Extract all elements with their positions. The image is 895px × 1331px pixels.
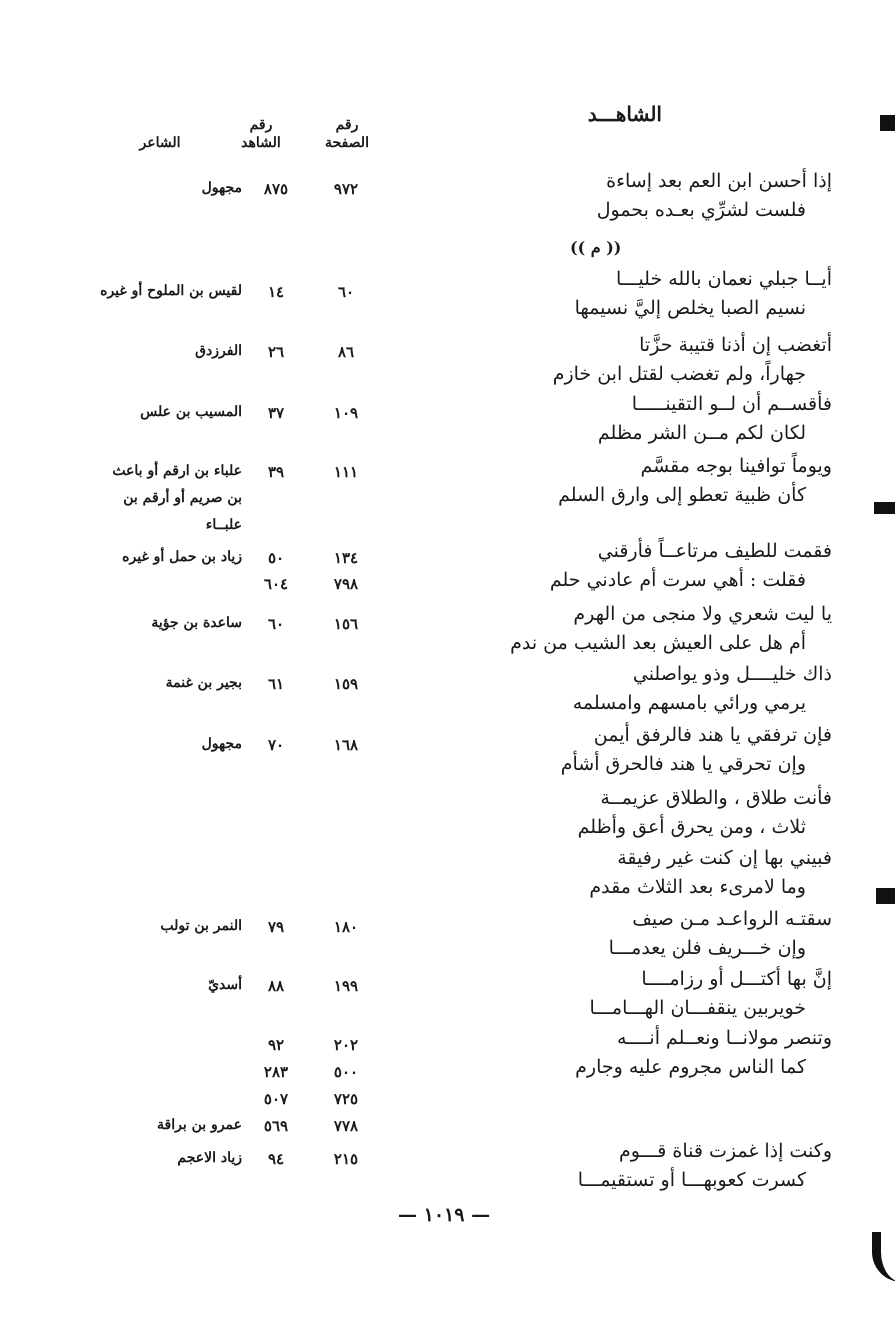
shahid-number-cell: ١٤ (267, 283, 285, 301)
verse-second-hemistich: أم هل على العيش بعد الشيب من ندم (510, 632, 806, 654)
poet-cell: عمرو بن براقة (157, 1117, 242, 1133)
column-title-shahid: الشاهـــد (587, 102, 662, 126)
header-shahid-line2: الشاهد (241, 135, 281, 151)
poet-cell: ساعدة بن جؤية (151, 615, 242, 631)
page-number-cell: ٧٢٥ (333, 1090, 359, 1108)
shahid-number-cell: ٧٩ (267, 918, 285, 936)
verse-second-hemistich: ثلاث ، ومن يحرق أعق وأظلم (577, 816, 806, 838)
page-number-cell: ١٠٩ (333, 404, 359, 422)
shahid-number-cell: ٩٤ (267, 1150, 285, 1168)
poet-cell: النمر بن تولب (160, 918, 242, 934)
shahid-number-cell: ٨٨ (267, 977, 285, 995)
shahid-number-cell: ٦٠ (267, 615, 285, 633)
shahid-number-cell: ٢٨٣ (263, 1063, 289, 1081)
poet-cell: الفرزدق (195, 343, 242, 359)
verse-second-hemistich: وما لامرىء بعد الثلاث مقدم (589, 876, 806, 898)
poet-cell: أسديّ (208, 977, 242, 993)
verse-first-hemistich: فبيني بها إن كنت غير رفيقة (617, 847, 832, 869)
page-number-cell: ٨٦ (337, 343, 355, 361)
verse-first-hemistich: أتغضب إن أذنا قتيبة حزَّتا (639, 334, 832, 356)
header-shahid-number (226, 116, 296, 152)
page-number-cell: ١٥٩ (333, 675, 359, 693)
poet-cell: بجير بن غنمة (165, 675, 242, 691)
verse-second-hemistich: وإن خـــريف فلن يعدمـــا (608, 937, 806, 959)
poet-cell-continued: بن صريم أو أرقم بن (123, 490, 242, 506)
page-number-cell: ٢١٥ (333, 1150, 359, 1168)
verse-second-hemistich: كما الناس مجروم عليه وجارم (575, 1056, 806, 1078)
header-shahid-line1: رقم (249, 117, 273, 133)
page-number-cell: ٥٠٠ (333, 1063, 359, 1081)
page-number-cell: ١١١ (333, 463, 359, 481)
page-number-cell: ١٣٤ (333, 549, 359, 567)
verse-first-hemistich: سقتـه الرواعـد مـن صيف (632, 908, 832, 930)
header-poet: الشاعر (139, 135, 181, 151)
verse-second-hemistich: يرمي ورائي بامسهم وامسلمه (572, 692, 806, 714)
verse-first-hemistich: إذا أحسن ابن العم بعد إساءة (606, 170, 832, 192)
verse-first-hemistich: يا ليت شعري ولا منجى من الهرم (573, 603, 832, 625)
verse-first-hemistich: وتنصر مولانــا ونعــلم أنــــه (616, 1027, 832, 1049)
verse-second-hemistich: لكان لكم مــن الشر مظلم (597, 422, 806, 444)
page-number-cell: ١٨٠ (333, 918, 359, 936)
verse-first-hemistich: أيــا جبلي نعمان بالله خليـــا (615, 268, 832, 290)
verse-second-hemistich: نسيم الصبا يخلص إليَّ نسيمها (574, 297, 806, 319)
verse-second-hemistich: فقلت : أهي سرت أم عادني حلم (549, 569, 806, 591)
page-number-cell: ٩٧٢ (333, 180, 359, 198)
verse-first-hemistich: فأقســم أن لــو التقينـــــا (631, 393, 832, 415)
shahid-number-cell: ٦١ (267, 675, 285, 693)
verse-first-hemistich: ذاك خليــــل وذو يواصلني (632, 663, 832, 685)
shahid-number-cell: ٣٧ (267, 404, 285, 422)
verse-second-hemistich: وإن تحرقي يا هند فالحرق أشأم (560, 753, 806, 775)
shahid-number-cell: ٧٠ (267, 736, 285, 754)
poet-cell: زياد الاعجم (177, 1150, 242, 1166)
verse-first-hemistich: وكنت إذا غمزت قناة قـــوم (619, 1140, 832, 1162)
shahid-number-cell: ٦٠٤ (263, 575, 289, 593)
verse-second-hemistich: جهاراً، ولم تغضب لقتل ابن خازم (552, 363, 806, 385)
poet-cell: زياد بن حمل أو غيره (122, 549, 242, 565)
page-number: — ١٠١٩ — (398, 1204, 491, 1226)
shahid-number-cell: ٣٩ (267, 463, 285, 481)
poet-cell: علباء بن ارقم أو باعث (112, 463, 242, 479)
verse-second-hemistich: كأن ظبية تعطو إلى وارق السلم (558, 484, 806, 506)
verse-second-hemistich: خويربين ينقفـــان الهـــامـــا (589, 997, 806, 1019)
margin-mark-middle (874, 502, 895, 514)
poet-cell: المسيب بن علس (140, 404, 242, 420)
poet-cell: مجهول (201, 736, 242, 752)
verse-first-hemistich: فأنت طلاق ، والطلاق عزيمــة (600, 787, 832, 809)
margin-mark-top (880, 115, 895, 131)
page-number-cell: ٧٩٨ (333, 575, 359, 593)
page-number-cell: ١٦٨ (333, 736, 359, 754)
section-letter: (( م )) (570, 238, 622, 257)
shahid-number-cell: ٩٢ (267, 1036, 285, 1054)
page-number-cell: ٢٠٢ (333, 1036, 359, 1054)
corner-mark (872, 1232, 895, 1282)
poet-cell: لقيس بن الملوح أو غيره (100, 283, 242, 299)
verse-second-hemistich: فلست لشرِّي بعـده بحمول (596, 199, 806, 221)
page-number-cell: ٦٠ (337, 283, 355, 301)
verse-first-hemistich: فقمت للطيف مرتاعــاً فأرقني (597, 540, 832, 562)
shahid-number-cell: ٨٧٥ (263, 180, 289, 198)
poet-cell-continued: علبــاء (205, 517, 242, 533)
header-page-line1: رقم (335, 117, 359, 133)
verse-first-hemistich: ويوماً توافينا بوجه مقسَّم (640, 455, 832, 477)
shahid-number-cell: ٥٠٧ (263, 1090, 289, 1108)
page-number-cell: ١٥٦ (333, 615, 359, 633)
verse-first-hemistich: إنَّ بها أكتـــل أو رزامــــا (641, 968, 832, 990)
header-page-number (312, 116, 382, 152)
margin-mark-lower (876, 888, 895, 904)
verse-first-hemistich: فإن ترفقي يا هند فالرفق أيمن (593, 724, 832, 746)
shahid-number-cell: ٢٦ (267, 343, 285, 361)
shahid-number-cell: ٥٠ (267, 549, 285, 567)
verse-second-hemistich: كسرت كعوبهـــا أو تستقيمـــا (577, 1169, 806, 1191)
page-number-cell: ١٩٩ (333, 977, 359, 995)
shahid-number-cell: ٥٦٩ (263, 1117, 289, 1135)
page-number-cell: ٧٧٨ (333, 1117, 359, 1135)
header-page-line2: الصفحة (325, 135, 369, 151)
poet-cell: مجهول (201, 180, 242, 196)
